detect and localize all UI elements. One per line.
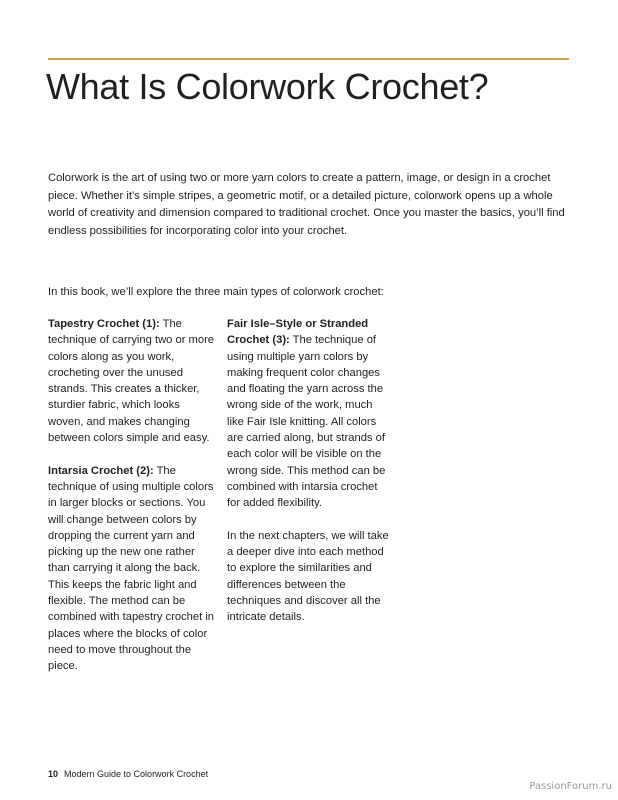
right-column <box>227 316 392 642</box>
book-title: Modern Guide to Colorwork Crochet <box>64 769 209 779</box>
tapestry-paragraph <box>48 316 218 446</box>
closing-paragraph: In the next chapters, we will take a deeper dive into each method to explore the similarities and differences between the techniques and discover all the intricate details. <box>227 529 389 624</box>
lead-paragraph: In this book, we’ll explore the three main types of colorwork crochet: <box>48 286 384 298</box>
tapestry-heading: Tapestry Crochet (1): <box>48 318 160 330</box>
fair-isle-text: The technique of using multiple yarn colors by making frequent color changes and floating the yarn across the wrong side of the work, much like Fair Isle knitting. All colors are carried along, but strands of each color will be visible on the wrong side. This method can be combined with intarsia crochet for added flexibility. <box>227 334 386 510</box>
intarsia-paragraph <box>48 463 218 675</box>
tapestry-text: The technique of carrying two or more colors along as you work, crocheting over the unused strands. This creates a thicker, sturdier fabric, which looks woven, and makes changing between colors simple and easy. <box>48 318 215 445</box>
intarsia-text: The technique of using multiple colors in larger blocks or sections. You will change between colors by dropping the current yarn and picking up the new one rather than carrying it along the back. This keeps the fabric light and flexible. The method can be combined with tapestry crochet in places where the blocks of color need to move throughout the piece. <box>48 464 215 673</box>
watermark: PassionForum.ru <box>529 781 612 792</box>
left-column <box>48 316 218 691</box>
fair-isle-paragraph <box>227 316 392 512</box>
header-rule <box>48 58 569 60</box>
page-number: 10 <box>48 769 59 779</box>
intarsia-heading: Intarsia Crochet (2): <box>48 464 154 477</box>
fair-isle-heading: Fair Isle–Style or Stranded Crochet (3): <box>227 318 369 347</box>
page-footer <box>48 768 208 780</box>
page-title: What Is Colorwork Crochet? <box>46 66 489 107</box>
intro-paragraph: Colorwork is the art of using two or more yarn colors to create a pattern, image, or design in a crochet piece. Whether it’s simple stripes, a geometric motif, or a detailed picture, colorwork opens up a whole world of creativity and dimension compared to traditional crochet. Once you master the basics, you’ll find endless possibilities for incorporating color into your crochet. <box>48 172 565 237</box>
